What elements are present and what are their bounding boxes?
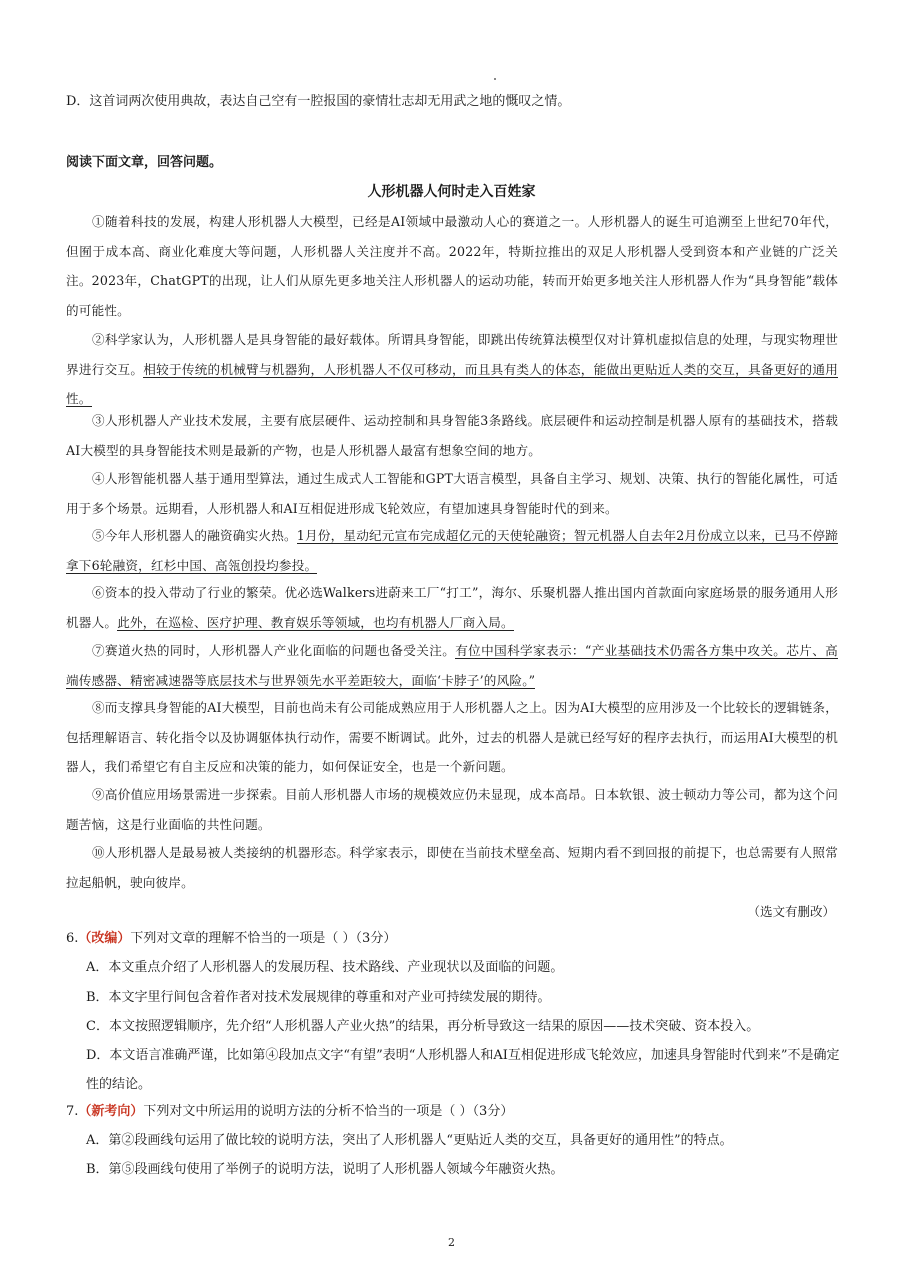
stray-mark [494, 78, 496, 80]
paragraph-8: ⑧而支撑具身智能的AI大模型，目前也尚未有公司能成熟应用于人形机器人之上。因为AI大模型的应用涉及一个比较长的逻辑链条，包括理解语言、转化指令以及协调躯体执行动作，需要不断调试。此外，过去的机器人是就已经写好的程序去执行，而运用AI大模型的机器人，我们希望它有自主反应和决策的能力，如何保证安全，也是一个新问题。 [66, 700, 838, 774]
paragraph-10: ⑩人形机器人是最易被人类接纳的机器形态。科学家表示，即使在当前技术壁垒高、短期内看不到回报的前提下，也总需要有人照常拉起船帆，驶向彼岸。 [66, 845, 838, 890]
question-6-option-b: B．本文字里行间包含着作者对技术发展规律的尊重和对产业可持续发展的期待。 [86, 990, 551, 1005]
question-7-stem: 7.（新考向）下列对文中所运用的说明方法的分析不恰当的一项是（ ）（3分） [66, 1104, 514, 1119]
underlined-sentence-2: 相较于传统的机械臂与机器狗，人形机器人不仅可移动，而且具有类人的体态，能做出更贴近人类的交互，具备更好的通用性。 [66, 361, 838, 406]
question-7-option-a: A．第②段画线句运用了做比较的说明方法，突出了人形机器人“更贴近人类的交互，具备更好的通用性”的特点。 [86, 1133, 733, 1148]
paragraph-1: ①随着科技的发展，构建人形机器人大模型，已经是AI领域中最激动人心的赛道之一。人形机器人的诞生可追溯至上世纪70年代，但囿于成本高、商业化难度大等问题，人形机器人关注度并不高。2022年，特斯拉推出的双足人形机器人受到资本和产业链的广泛关注。2023年，ChatGPT的出现，让人们从原先更多地关注人形机器人的运动功能，转而开始更多地关注人形机器人作为“具身智能”载体的可能性。 [66, 214, 838, 318]
paragraph-6: ⑥资本的投入带动了行业的繁荣。优必选Walkers进蔚来工厂“打工”，海尔、乐聚机器人推出国内首款面向家庭场景的服务通用人形机器人。此外，在巡检、医疗护理、教育娱乐等领域，也均有机器人厂商入局。 [66, 585, 838, 630]
previous-option-d: D．这首词两次使用典故，表达自己空有一腔报国的豪情壮志却无用武之地的慨叹之情。 [66, 94, 571, 109]
question-7-option-b: B．第⑤段画线句使用了举例子的说明方法，说明了人形机器人领域今年融资火热。 [86, 1162, 564, 1177]
paragraph-7: ⑦赛道火热的同时，人形机器人产业化面临的问题也备受关注。有位中国科学家表示：“产业基础技术仍需各方集中攻关。芯片、高端传感器、精密减速器等底层技术与世界领先水平差距较大，面临‘卡脖子’的风险。” [66, 643, 838, 688]
paragraph-5: ⑤今年人形机器人的融资确实火热。1月份，星动纪元宣布完成超亿元的天使轮融资；智元机器人自去年2月份成立以来，已马不停蹄拿下6轮融资，红杉中国、高瓴创投均参投。 [66, 528, 839, 573]
paragraph-2: ②科学家认为，人形机器人是具身智能的最好载体。所谓具身智能，即跳出传统算法模型仅对计算机虚拟信息的处理，与现实物理世界进行交互。相较于传统的机械臂与机器狗，人形机器人不仅可移动，而且具有类人的体态，能做出更贴近人类的交互，具备更好的通用性。 [66, 332, 838, 406]
question-6-stem: 6.（改编）下列对文章的理解不恰当的一项是（ ）（3分） [66, 931, 397, 946]
underlined-sentence-5: 1月份，星动纪元宣布完成超亿元的天使轮融资；智元机器人自去年2月份成立以来，已马不停蹄拿下6轮融资，红杉中国、高瓴创投均参投。 [66, 528, 839, 573]
page-number: 2 [448, 1236, 455, 1249]
reading-instruction: 阅读下面文章，回答问题。 [66, 155, 223, 170]
underlined-sentence-6: 此外，在巡检、医疗护理、教育娱乐等领域，也均有机器人厂商入局。 [117, 614, 514, 630]
question-6-option-a: A．本文重点介绍了人形机器人的发展历程、技术路线、产业现状以及面临的问题。 [86, 960, 564, 975]
question-6-tag: （改编） [78, 931, 131, 946]
underlined-sentence-7: 有位中国科学家表示：“产业基础技术仍需各方集中攻关。芯片、高端传感器、精密减速器等底层技术与世界领先水平差距较大，面临‘卡脖子’的风险。” [66, 643, 838, 688]
source-note: （选文有删改） [747, 904, 835, 919]
paragraph-4: ④人形智能机器人基于通用型算法，通过生成式人工智能和GPT大语言模型，具备自主学习、规划、决策、执行的智能化属性，可适用于多个场景。远期看，人形机器人和AI互相促进形成飞轮效应，有望加速具身智能时代的到来。 [66, 471, 838, 516]
question-7-tag: （新考向） [78, 1104, 144, 1119]
article-title: 人形机器人何时走入百姓家 [367, 184, 536, 200]
question-6-option-d: D．本文语言准确严谨，比如第④段加点文字“有望”表明“人形机器人和AI互相促进形成飞轮效应，加速具身智能时代到来”不是确定性的结论。 [86, 1048, 840, 1092]
paragraph-3: ③人形机器人产业技术发展，主要有底层硬件、运动控制和具身智能3条路线。底层硬件和运动控制是机器人原有的基础技术，搭载AI大模型的具身智能技术则是最新的产物，也是人形机器人最富有想象空间的地方。 [66, 413, 838, 458]
paragraph-9: ⑨高价值应用场景需进一步探索。目前人形机器人市场的规模效应仍未显现，成本高昂。日本软银、波士顿动力等公司，都为这个问题苦恼，这是行业面临的共性问题。 [66, 787, 838, 832]
question-6-option-c: C．本文按照逻辑顺序，先介绍“人形机器人产业火热”的结果，再分析导致这一结果的原因——技术突破、资本投入。 [86, 1019, 760, 1034]
